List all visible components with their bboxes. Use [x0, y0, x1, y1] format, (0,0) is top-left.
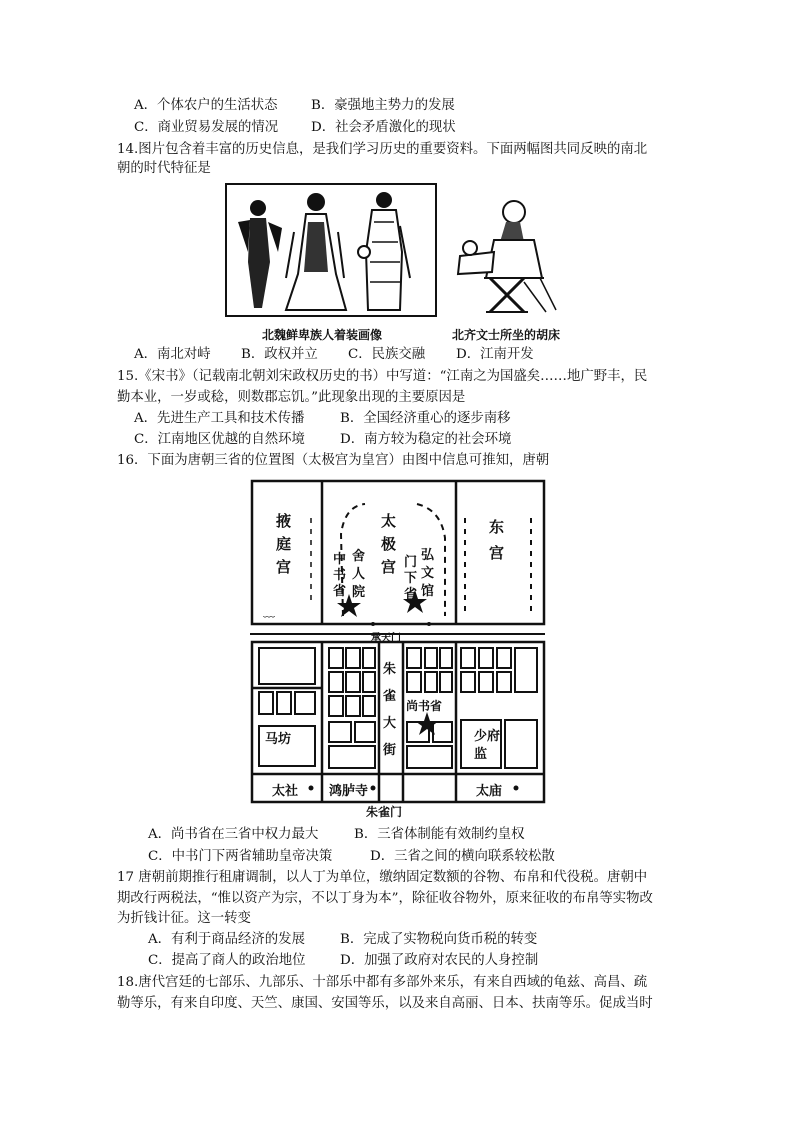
- q14-option-c: C．民族交融: [348, 347, 426, 362]
- q14-option-d: D．江南开发: [456, 347, 534, 362]
- map-label-taishe: 太社: [272, 784, 299, 799]
- q18-stem-line2: 勒等乐，有来自印度、天竺、康国、安国等乐，以及来自高丽、日本、扶南等乐。促成当时: [117, 996, 653, 1011]
- q14-stem-line1: 14.图片包含着丰富的历史信息，是我们学习历史的重要资料。下面两幅图共同反映的南北: [117, 142, 648, 157]
- map-label-chengtian: 承天门: [371, 633, 401, 644]
- q17-option-c: C．提高了商人的政治地位: [148, 953, 306, 968]
- map-label-honglu: 鸿胪寺: [329, 784, 369, 799]
- map-label-donggong: 东宫: [489, 518, 505, 562]
- q13-option-c: C．商业贸易发展的情况: [134, 120, 279, 135]
- q13-option-b: B．豪强地主势力的发展: [311, 98, 455, 113]
- map-label-hongwen: 弘文馆: [421, 548, 435, 599]
- q17-stem-line3: 为折钱计征。这一转变: [117, 911, 251, 926]
- q16-stem: 16．下面为唐朝三省的位置图（太极宫为皇宫）由图中信息可推知，唐朝: [117, 453, 550, 468]
- q16-option-a: A．尚书省在三省中权力最大: [148, 827, 319, 842]
- xianbei-costume-painting: [226, 184, 436, 316]
- q13-option-d: D．社会矛盾激化的现状: [311, 120, 456, 135]
- q15-option-d: D．南方较为稳定的社会环境: [340, 432, 512, 447]
- q15-stem-line1: 15.《宋书》（记载南北朝刘宋政权历史的书）中写道：“江南之为国盛矣……地广野丰，民: [117, 369, 648, 384]
- map-label-taimiao: 太庙: [476, 784, 503, 799]
- q14-stem-line2: 朝的时代特征是: [117, 161, 211, 176]
- map-label-sheren: 舍人院: [352, 549, 366, 600]
- map-mark: ﹏: [263, 605, 276, 619]
- q16-option-d: D．三省之间的横向联系较松散: [370, 849, 555, 864]
- q15-option-a: A．先进生产工具和技术传播: [134, 411, 305, 426]
- q17-stem-line2: 期改行两税法，“惟以资产为宗，不以丁身为本”，除征收谷物外，原来征收的布帛等实物改: [117, 891, 653, 906]
- q14-caption-right: 北齐文士所坐的胡床: [452, 328, 561, 342]
- northern-qi-folding-stool-drawing: [446, 184, 570, 316]
- map-label-zhuque-gate: 朱雀门: [366, 805, 403, 819]
- q15-option-b: B．全国经济重心的逐步南移: [340, 411, 511, 426]
- q14-figure: [224, 182, 572, 322]
- map-label-taiji: 太极宫: [381, 512, 397, 576]
- q16-option-b: B．三省体制能有效制约皇权: [354, 827, 525, 842]
- map-label-shaofu: 少府监: [474, 729, 501, 762]
- q15-stem-line2: 勤本业，一岁或稔，则数郡忘饥。”此现象出现的主要原因是: [117, 390, 466, 405]
- q17-option-d: D．加强了政府对农民的人身控制: [340, 953, 539, 968]
- q14-option-a: A．南北对峙: [134, 347, 211, 362]
- map-label-menxia: 门下省: [404, 555, 418, 602]
- q17-option-b: B．完成了实物税向货币税的转变: [340, 932, 538, 947]
- map-label-zhuque-street: 朱雀大街: [383, 662, 397, 758]
- q17-stem-line1: 17 唐朝前期推行租庸调制，以人丁为单位，缴纳固定数额的谷物、布帛和代役税。唐朝中: [117, 870, 648, 885]
- q13-option-a: A．个体农户的生活状态: [134, 98, 278, 113]
- q16-option-c: C．中书门下两省辅助皇帝决策: [148, 849, 333, 864]
- q14-option-b: B．政权并立: [241, 347, 318, 362]
- q18-stem-line1: 18.唐代宫廷的七部乐、九部乐、十部乐中都有多部外来乐，有来自西域的龟兹、高昌、疏: [117, 975, 648, 990]
- q14-caption-left: 北魏鲜卑族人着装画像: [262, 328, 383, 342]
- map-label-yeting: 掖庭宫: [276, 512, 292, 576]
- q17-option-a: A．有利于商品经济的发展: [148, 932, 305, 947]
- q15-option-c: C．江南地区优越的自然环境: [134, 432, 305, 447]
- map-label-mafang: 马坊: [265, 732, 292, 747]
- map-label-zhongshu: 中书省: [333, 552, 347, 599]
- map-label-shangshu: 尚书省: [406, 699, 443, 713]
